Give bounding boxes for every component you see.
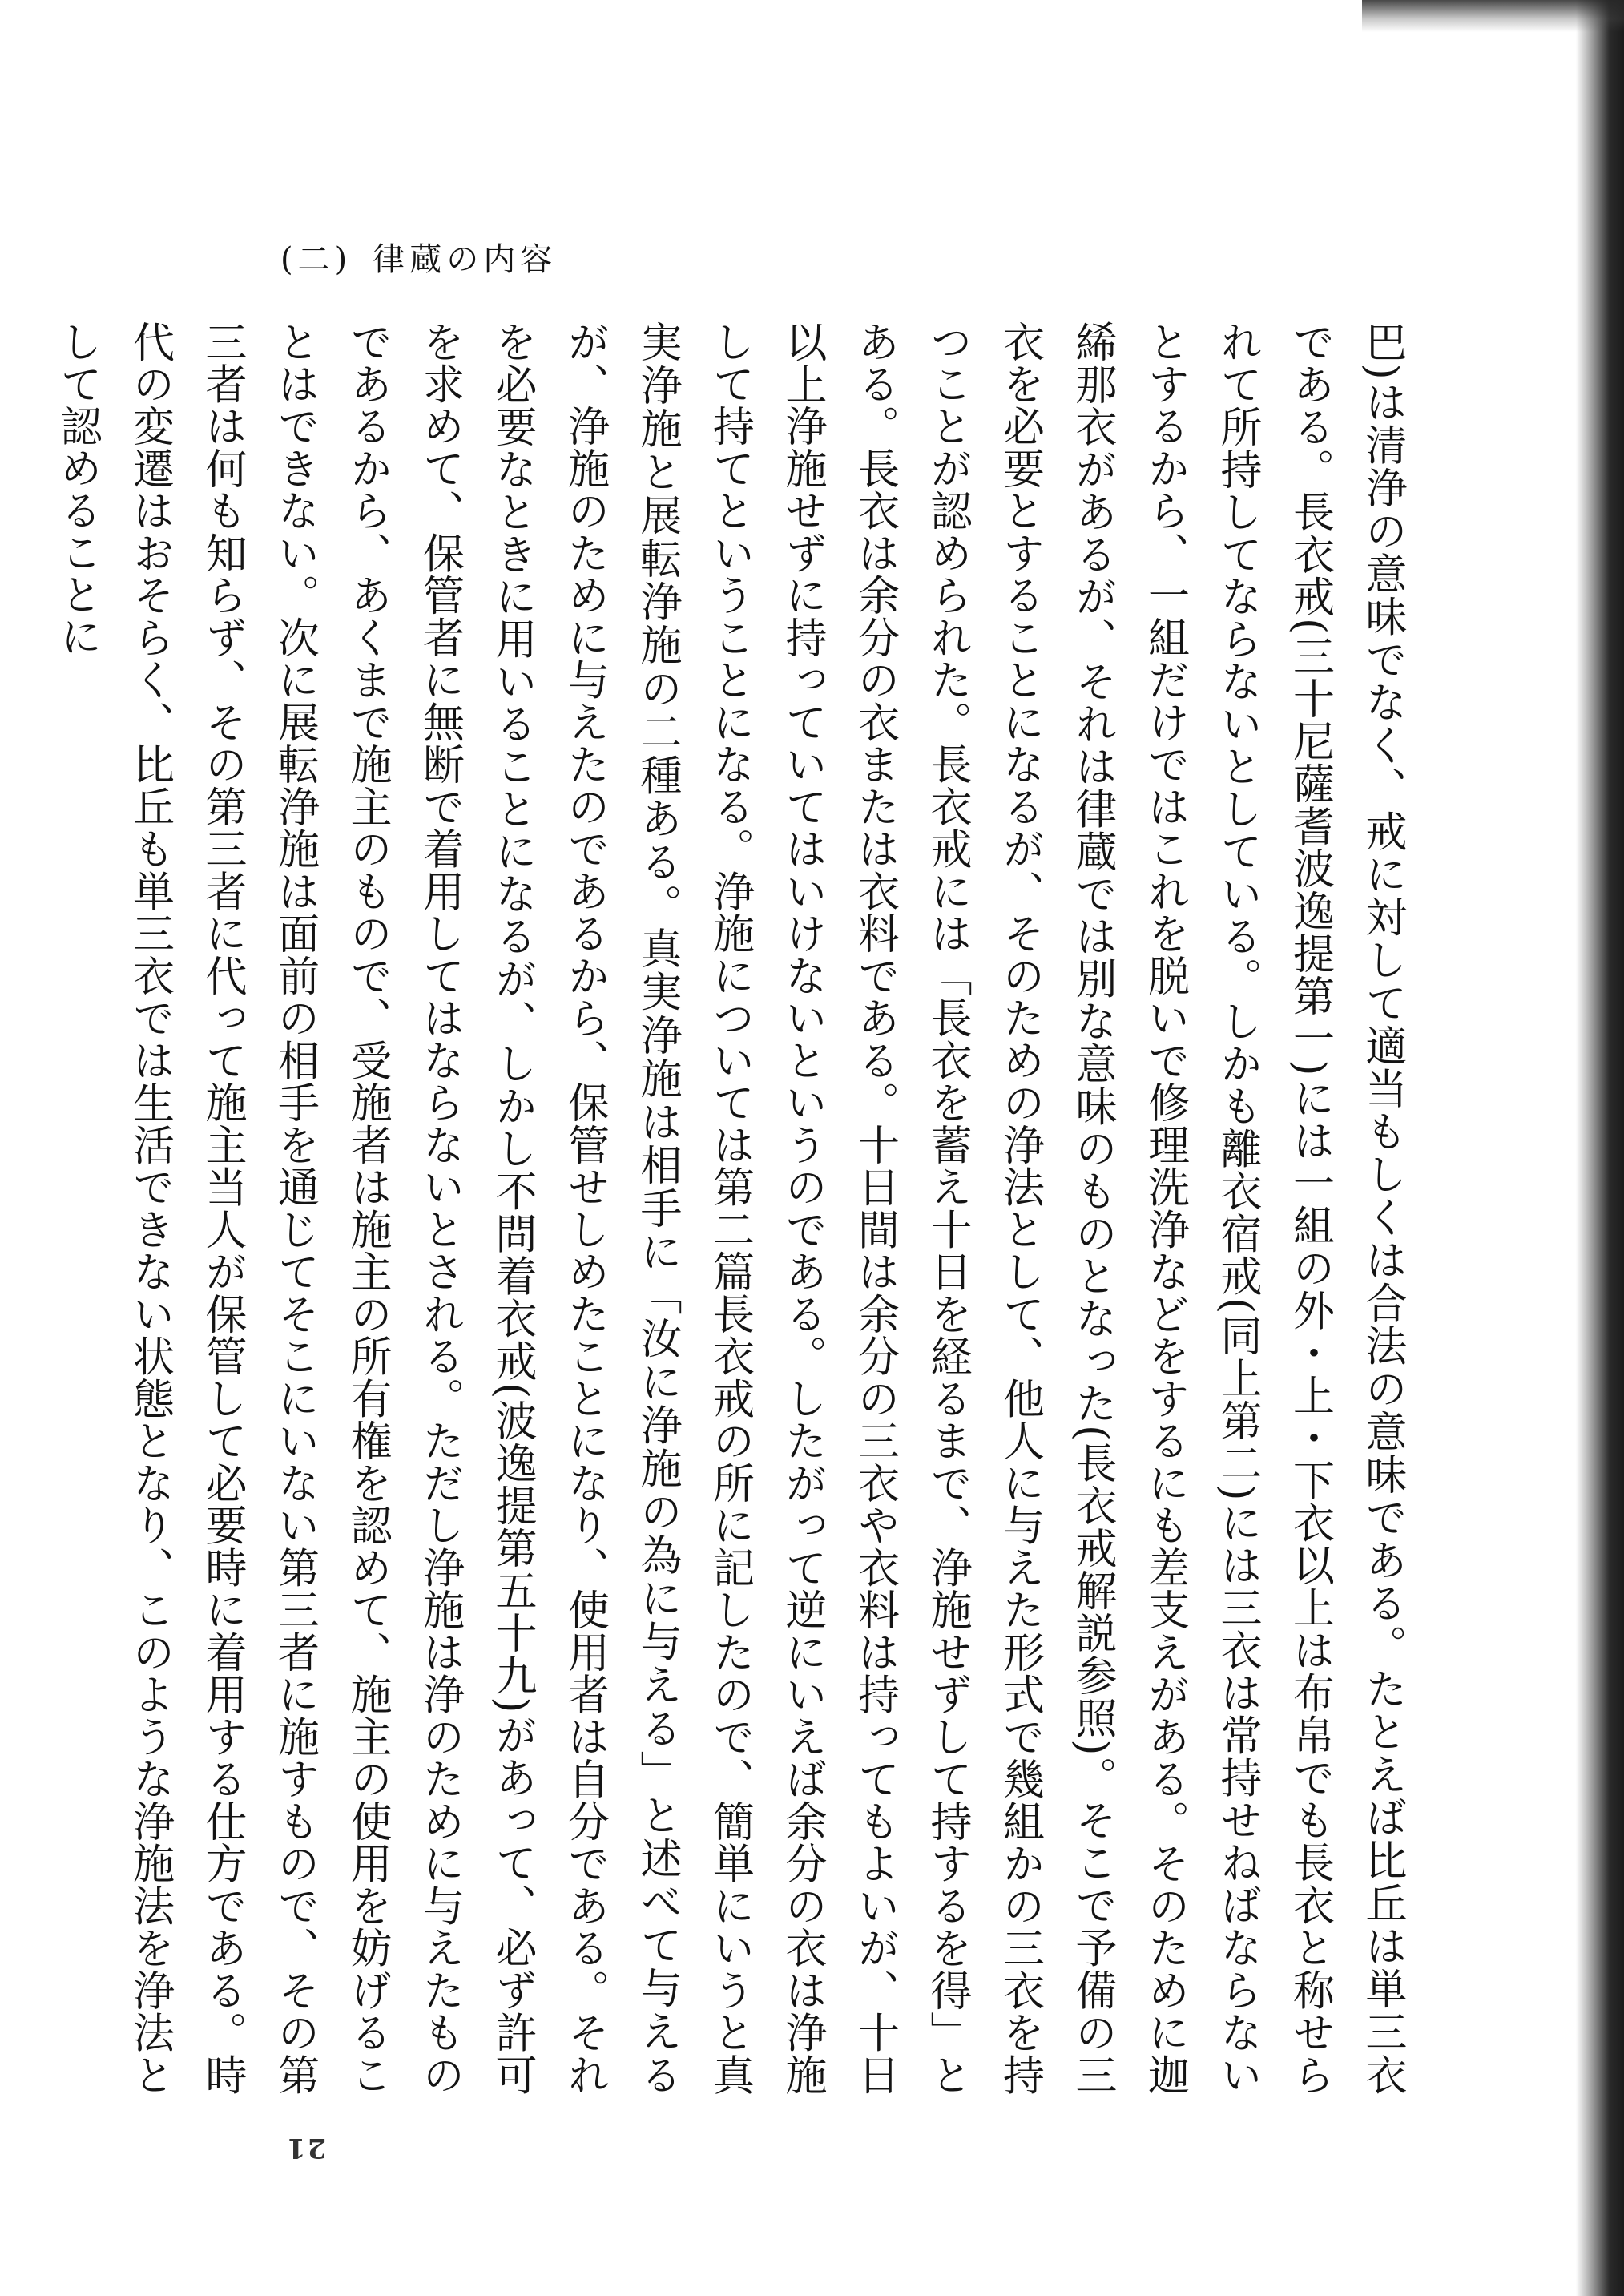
page-number: 21 — [285, 2132, 327, 2164]
scan-edge-right — [1576, 0, 1624, 2296]
running-header — [280, 234, 557, 279]
section-title: 律蔵の内容 — [373, 240, 558, 278]
section-marker: (二) — [280, 240, 353, 278]
body-text: 巴)は清浄の意味でなく、戒に対して適当もしくは合法の意味である。たとえば比丘は単三衣である。長衣戒(三十尼薩耆波逸提第一)には一組の外・上・下衣以上は布帛でも長衣と称せられて所持してならないとしている。しかも離衣宿戒(同上第二)には三衣は常持せねばならないとするから、一組だけではこれを脱いで修理洗浄などをするにも差支えがある。そのために迦絺那衣があるが、それは律蔵では別な意味のものとなった(長衣戒解説参照)。そこで予備の三衣を必要とすることになるが、そのための浄法として、他人に与えた形式で幾組かの三衣を持つことが認められた。長衣戒には「長衣を蓄え十日を経るまで、浄施せずして持するを得」とある。長衣は余分の衣または衣料である。十日間は余分の三衣や衣料は持ってもよいが、十日以上浄施せずに持っていてはいけないというのである。したがって逆にいえば余分の衣は浄施して持てということになる。浄施については第二篇長衣戒の所に記したので、簡単にいうと真実浄施と展転浄施の二種ある。真実浄施は相手に「汝に浄施の為に与える」と述べて与えるが、浄施のために与えたのであるから、保管せしめたことになり、使用者は自分である。それを必要なときに用いることになるが、しかし不問着衣戒(波逸提第五十九)があって、必ず許可を求めて、保管者に無断で着用してはならないとされる。ただし浄施は浄のために与えたものであるから、あくまで施主のもので、受施者は施主の所有権を認めて、施主の使用を妨げることはできない。次に展転浄施は面前の相手を通じてそこにいない第三者に施すもので、その第三者は何も知らず、その第三者に代って施主当人が保管して必要時に着用する仕方である。時代の変遷はおそらく、比丘も単三衣では生活できない状態となり、このような浄施法を浄法として認めることに — [53, 321, 1406, 2096]
scan-edge-top — [1362, 0, 1624, 32]
